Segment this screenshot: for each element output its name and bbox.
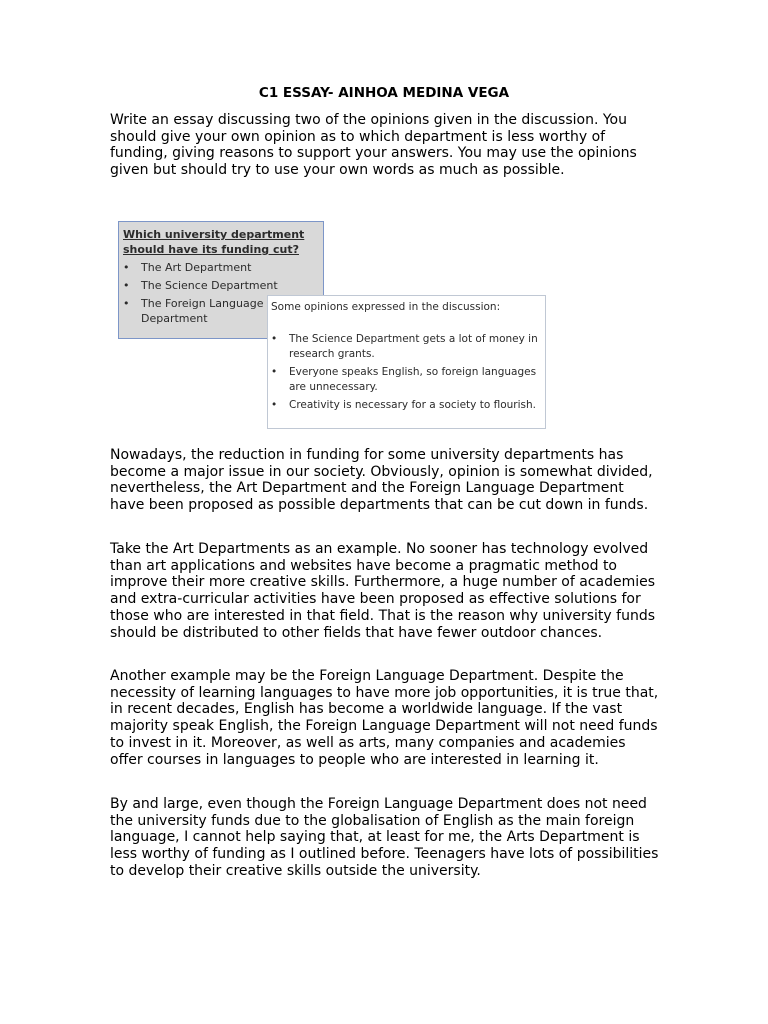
opinions-heading: Some opinions expressed in the discussion: (271, 301, 501, 313)
opinions-box (267, 295, 546, 429)
department-item: • The Foreign Language Department (123, 296, 319, 326)
opinion-list (271, 332, 539, 413)
essay-title: C1 ESSAY- AINHOA MEDINA VEGA (258, 85, 510, 101)
question-text: Which university department should have its funding cut? (123, 228, 305, 256)
task-figure (118, 221, 548, 431)
essay-paragraph-language: Another example may be the Foreign Language Department. Despite the necessity of learning languages to have more job opportunities, it is true that, in recent decades, English has become a worldwide language. If the vast majority speak English, the Foreign Language Department will not need funds to invest in it. Moreover, as well as arts, many companies and academies offer courses in languages to people who are interested in learning it. (110, 668, 659, 768)
department-item: • The Science Department (123, 278, 319, 293)
opinion-item: • The Science Department gets a lot of money in research grants. (271, 332, 539, 362)
department-item: • The Art Department (123, 260, 319, 275)
essay-paragraph-art: Take the Art Departments as an example. No sooner has technology evolved than art applications and websites have become a pragmatic method to improve their more creative skills. Furthermore, a huge number of academies and extra-curricular activities have been proposed as effective solutions for those who are interested in that field. That is the reason why university funds should be distributed to other fields that have fewer outdoor chances. (110, 541, 656, 641)
essay-paragraph-intro: Nowadays, the reduction in funding for some university departments has become a major issue in our society. Obviously, opinion is somewhat divided, nevertheless, the Art Department and the Foreign Language Department have been proposed as possible departments that can be cut down in funds. (110, 447, 653, 514)
essay-paragraph-conclusion: By and large, even though the Foreign Language Department does not need the university funds due to the globalisation of English as the main foreign language, I cannot help saying that, at least for me, the Arts Department is less worthy of funding as I outlined before. Teenagers have lots of possibilities to develop their creative skills outside the university. (110, 796, 659, 879)
opinion-item: • Creativity is necessary for a society to flourish. (271, 398, 539, 413)
opinion-item: • Everyone speaks English, so foreign languages are unnecessary. (271, 365, 539, 395)
essay-prompt: Write an essay discussing two of the opinions given in the discussion. You should give your own opinion as to which department is less worthy of funding, giving reasons to support your answers. You may use the opinions given but should try to use your own words as much as possible. (110, 112, 637, 179)
